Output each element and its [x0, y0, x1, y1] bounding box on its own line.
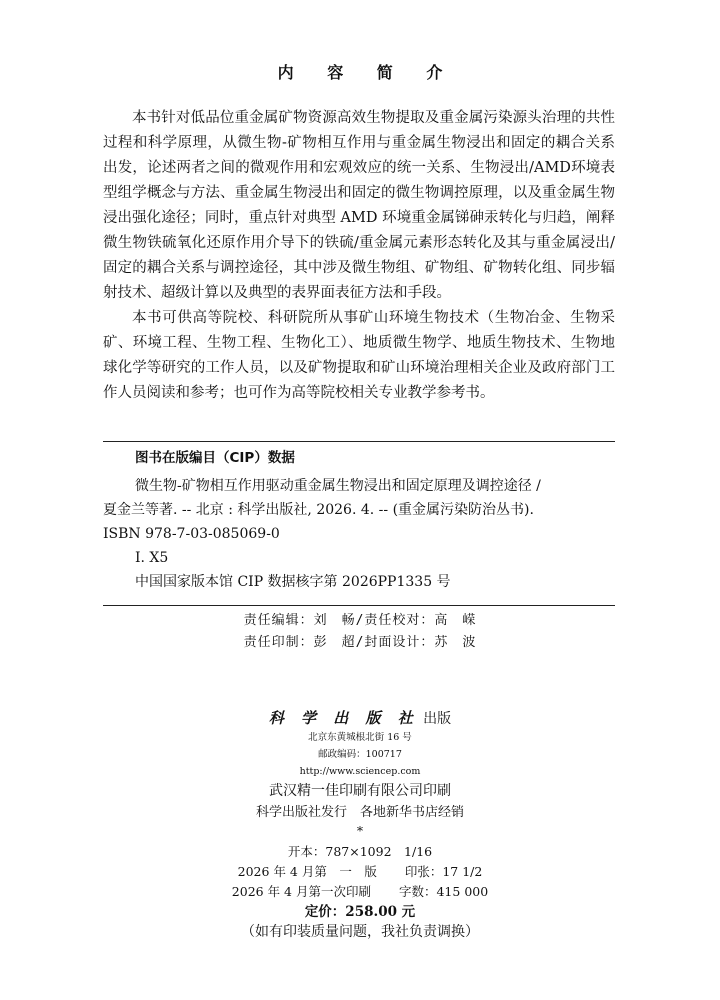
intro-paragraph-2: 本书可供高等院校、科研院所从事矿山环境生物技术（生物冶金、生物采矿、环境工程、生物工程、生物化工）、地质微生物学、地质生物技术、生物地球化学等研究的工作人员，以及矿物提取和矿山环境治理相关企业及政府部门工作人员阅读和参考；也可作为高等院校相关专业教学参考书。	[103, 310, 615, 401]
intro-paragraph-1: 本书针对低品位重金属矿物资源高效生物提取及重金属污染源头治理的共性过程和科学原理，从微生物-矿物相互作用与重金属生物浸出和固定的耦合关系出发，论述两者之间的微观作用和宏观效应的统一关系、生物浸出/AMD环境表型组学概念与方法、重金属生物浸出和固定的微生物调控原理，以及重金属生物浸出强化途径；同时，重点针对典型 AMD 环境重金属锑砷汞转化与归趋，阐释微生物铁硫氧化还原作用介导下的铁硫/重金属元素形态转化及其与重金属浸出/固定的耦合关系与调控途径，其中涉及微生物组、矿物组、矿物转化组、同步辐射技术、超级计算以及典型的表界面表征方法和手段。	[103, 110, 615, 301]
cip-heading: 图书在版编目（CIP）数据	[135, 450, 295, 466]
cip-isbn: ISBN 978-7-03-085069-0	[103, 526, 280, 542]
separator-star: *	[356, 823, 364, 838]
cip-title-line: 微生物-矿物相互作用驱动重金属生物浸出和固定原理及调控途径 /	[135, 478, 541, 494]
printing-text: 2026 年 4 月第一次印刷	[231, 884, 371, 899]
staff-credits	[0, 610, 720, 654]
quality-notice: （如有印装质量问题，我社负责调换）	[241, 924, 479, 940]
publisher-url: http://www.sciencep.com	[299, 766, 421, 777]
printing-row	[0, 882, 720, 902]
price: 定价：258.00 元	[304, 904, 416, 920]
sheets-text: 印张：17 1/2	[404, 864, 483, 879]
printer-name: 武汉精一佳印刷有限公司印刷	[269, 783, 451, 799]
imprint-block	[0, 708, 720, 942]
publisher-postcode: 邮政编码：100717	[318, 749, 402, 760]
staff-line-editors: 责任编辑：刘 畅/责任校对：高 嵘	[243, 613, 477, 628]
publisher-address: 北京东黄城根北街 16 号	[308, 732, 412, 743]
publisher-suffix: 出版	[423, 711, 452, 727]
cip-top-rule	[103, 441, 615, 442]
publisher-line	[0, 708, 720, 729]
cip-bottom-rule	[103, 605, 615, 606]
cip-record-number: 中国国家版本馆 CIP 数据核字第 2026PP1335 号	[135, 574, 451, 590]
cip-author-line: 夏金兰等著. -- 北京 : 科学出版社, 2026. 4. -- (重金属污染防治丛书).	[103, 502, 534, 518]
distribution-line: 科学出版社发行 各地新华书店经销	[255, 805, 464, 820]
edition-text: 2026 年 4 月第 一 版	[237, 864, 377, 879]
cip-classification: I. X5	[135, 550, 169, 566]
staff-line-production: 责任印制：彭 超/封面设计：苏 波	[243, 635, 477, 650]
format-line: 开本：787×1092 1/16	[287, 844, 433, 859]
publisher-logo-text: 科 学 出 版 社	[268, 709, 419, 727]
edition-row	[0, 862, 720, 882]
intro-section	[103, 106, 615, 406]
wordcount-text: 字数：415 000	[398, 884, 489, 899]
page-title: 内 容 简 介	[277, 63, 457, 82]
cip-block	[103, 446, 615, 594]
